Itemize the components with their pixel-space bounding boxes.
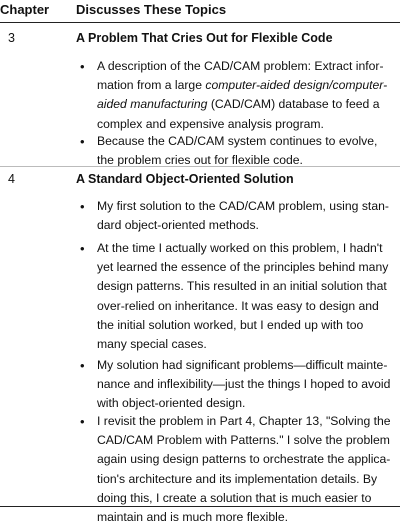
bullet-text: My first solution to the CAD/CAM problem, using stan- dard object-oriented methods. — [97, 199, 389, 233]
table-bottom-rule — [0, 506, 400, 507]
bullet-icon: • — [80, 134, 85, 149]
bullet-icon: • — [80, 199, 85, 214]
section-title: A Standard Object-Oriented Solution — [76, 172, 294, 186]
chapter-number: 3 — [8, 31, 15, 45]
bullet-text: Because the CAD/CAM system continues to evolve, the problem cries out for flexible code. — [97, 134, 378, 168]
bullet-text: I revisit the problem in Part 4, Chapter 13, "Solving the CAD/CAM Problem with Patterns." I solve the problem again using design patterns to orchestrate the applica- tion's architecture and its implementation details. By doing this, I create a solution that is much easier to maintain and is much more flexible. — [97, 414, 391, 525]
bullet-icon: • — [80, 414, 85, 429]
column-header-topics: Discusses These Topics — [76, 2, 227, 17]
bullet-icon: • — [80, 241, 85, 256]
bullet-text: At the time I actually worked on this problem, I hadn't yet learned the essence of the principles behind many design patterns. This resulted in an initial solution that over-relied on inheritance. It was easy to design and the initial solution worked, but I ended up with too many special cases. — [97, 241, 389, 352]
section-title: A Problem That Cries Out for Flexible Code — [76, 31, 333, 45]
row-divider — [0, 166, 400, 167]
bullet-text: A description of the CAD/CAM problem: Extract infor- mation from a large computer-aided design/computer- aided manufacturing (CAD/CAM) database to feed a complex and expensive analysis program. — [97, 59, 388, 131]
bullet-icon: • — [80, 59, 85, 74]
chapter-number: 4 — [8, 172, 15, 186]
column-header-chapter: Chapter — [0, 2, 50, 17]
bullet-icon: • — [80, 358, 85, 373]
bullet-text: My solution had significant problems—difficult mainte- nance and inflexibility—just the things I hoped to avoid with object-oriented design. — [97, 358, 391, 411]
table-header — [0, 0, 400, 23]
